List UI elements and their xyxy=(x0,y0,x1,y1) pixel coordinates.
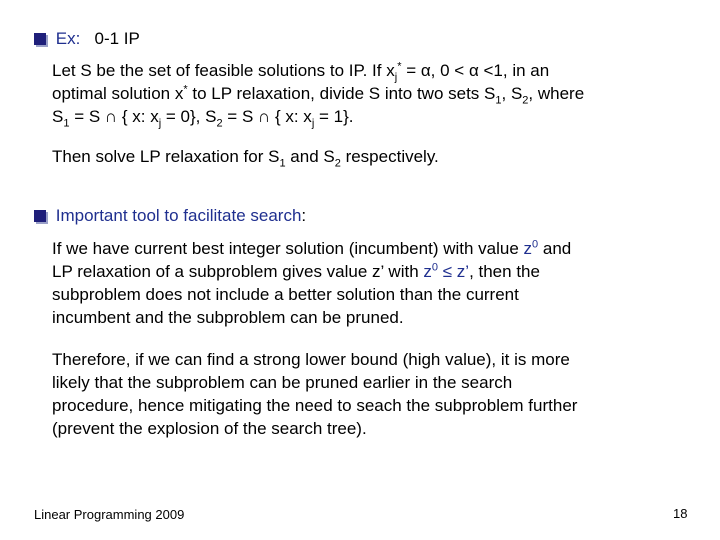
footer-course-title: Linear Programming 2009 xyxy=(34,507,185,522)
square-bullet-icon xyxy=(34,210,46,222)
square-bullet-icon xyxy=(34,33,46,45)
bullet-ex xyxy=(34,29,140,49)
paragraph-then-solve: Then solve LP relaxation for $S_1$ and $S_2$ respectively. xyxy=(52,147,439,170)
bullet-ex-title: 0-1 IP xyxy=(94,29,140,48)
bullet-ex-label: Ex: xyxy=(55,29,81,48)
page-number: 18 xyxy=(673,506,688,521)
paragraph-therefore: Therefore, if we can find a strong lower bound (high value), it is more likely that the subproblem can be pruned earlier in the search procedure, hence mitigating the need to seach the subproblem further (prevent the explosion of the search tree). xyxy=(52,350,578,438)
bullet-important-label: Important tool to facilitate search xyxy=(55,206,302,225)
bullet-important-tool: Important tool to facilitate search: xyxy=(34,206,306,226)
paragraph-incumbent: If we have current best integer solution (incumbent) with value $z^0$ and LP relaxation of a subproblem gives value z’ with $z^0 \le z$’, then the subproblem does not include a better solution than the current incumbent and the subproblem can be pruned. xyxy=(52,238,572,327)
paragraph-definition: Let S be the set of feasible solutions to IP. If $x_j^* = \alpha$, 0 < α <1, in an optimal solution x* to LP relaxation, divide S into two sets $S_1$, $S_2$, where $S_1 = S$ ∩ { x: $x_j = 0$}, $S_2 = S$ ∩ { x: $x_j = 1$}. xyxy=(52,60,585,130)
